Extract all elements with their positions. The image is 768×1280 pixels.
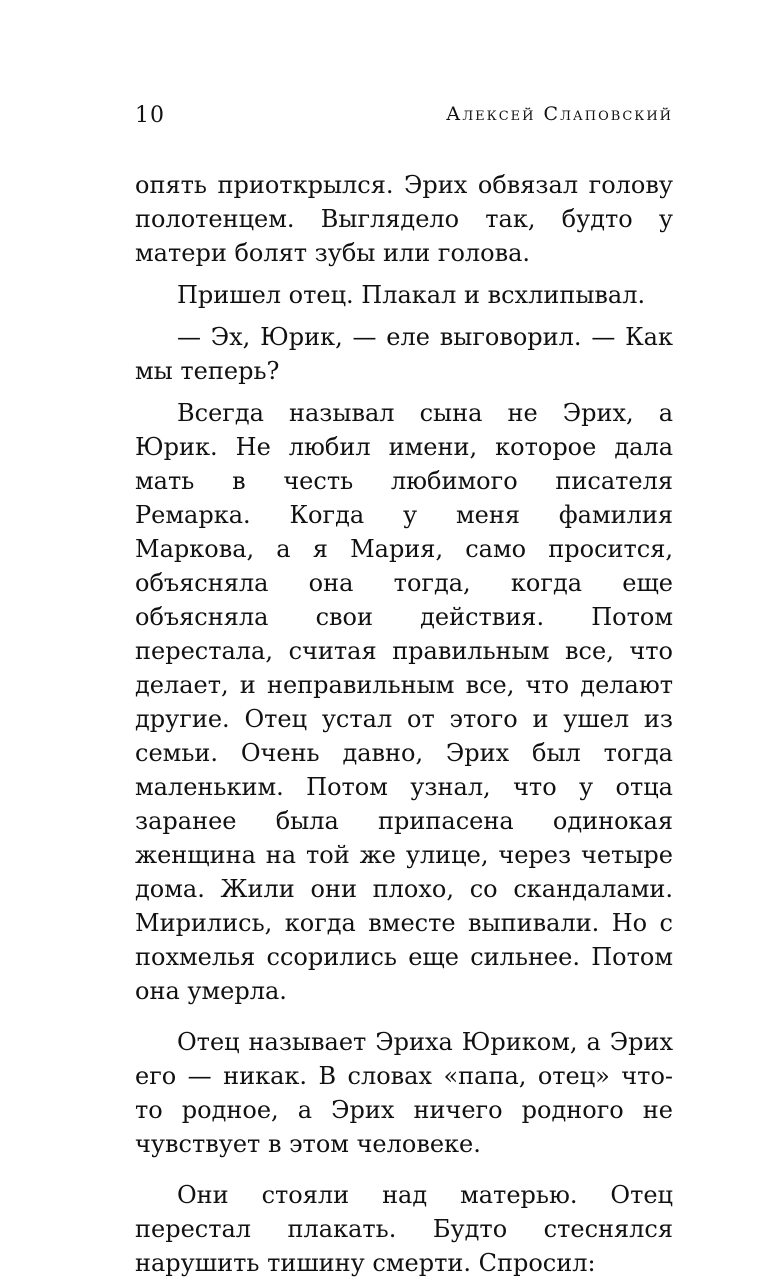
running-title: Алексей Слаповский (445, 103, 673, 125)
paragraph: Они стояли над матерью. Отец перестал плакать. Будто стеснялся нарушить тишину смерти. Спросил: (135, 1181, 673, 1277)
paragraph-dialogue: — Эх, Юрик, — еле выговорил. — Как мы теперь? (135, 323, 673, 385)
page-number: 10 (135, 103, 165, 128)
paragraph-continuation: опять приоткрылся. Эрих обвязал голову полотенцем. Выглядело так, будто у матери болят зубы или голова. (135, 171, 673, 267)
body-text (135, 168, 673, 1280)
page-header (135, 103, 673, 133)
paragraph: Отец называет Эриха Юриком, а Эрих его — никак. В словах «папа, отец» что-то родное, а Эрих ничего родного не чувствует в этом человеке. (135, 1028, 673, 1158)
paragraph: Пришел отец. Плакал и всхлипывал. (177, 281, 646, 309)
paragraph: Всегда называл сына не Эрих, а Юрик. Не любил имени, которое дала мать в честь любимого писателя Ремарка. Когда у меня фамилия Маркова, а я Мария, само просится, объясняла она тогда, когда еще объясняла свои действия. Потом перестала, считая правильным все, что делает, и неправильным все, что делают другие. Отец устал от этого и ушел из семьи. Очень давно, Эрих был тогда маленьким. Потом узнал, что у отца заранее была припасена одинокая женщина на той же улице, через четыре дома. Жили они плохо, со скандалами. Мирились, когда вместе выпивали. Но с похмелья ссорились еще сильнее. Потом она умерла. (135, 399, 673, 1005)
